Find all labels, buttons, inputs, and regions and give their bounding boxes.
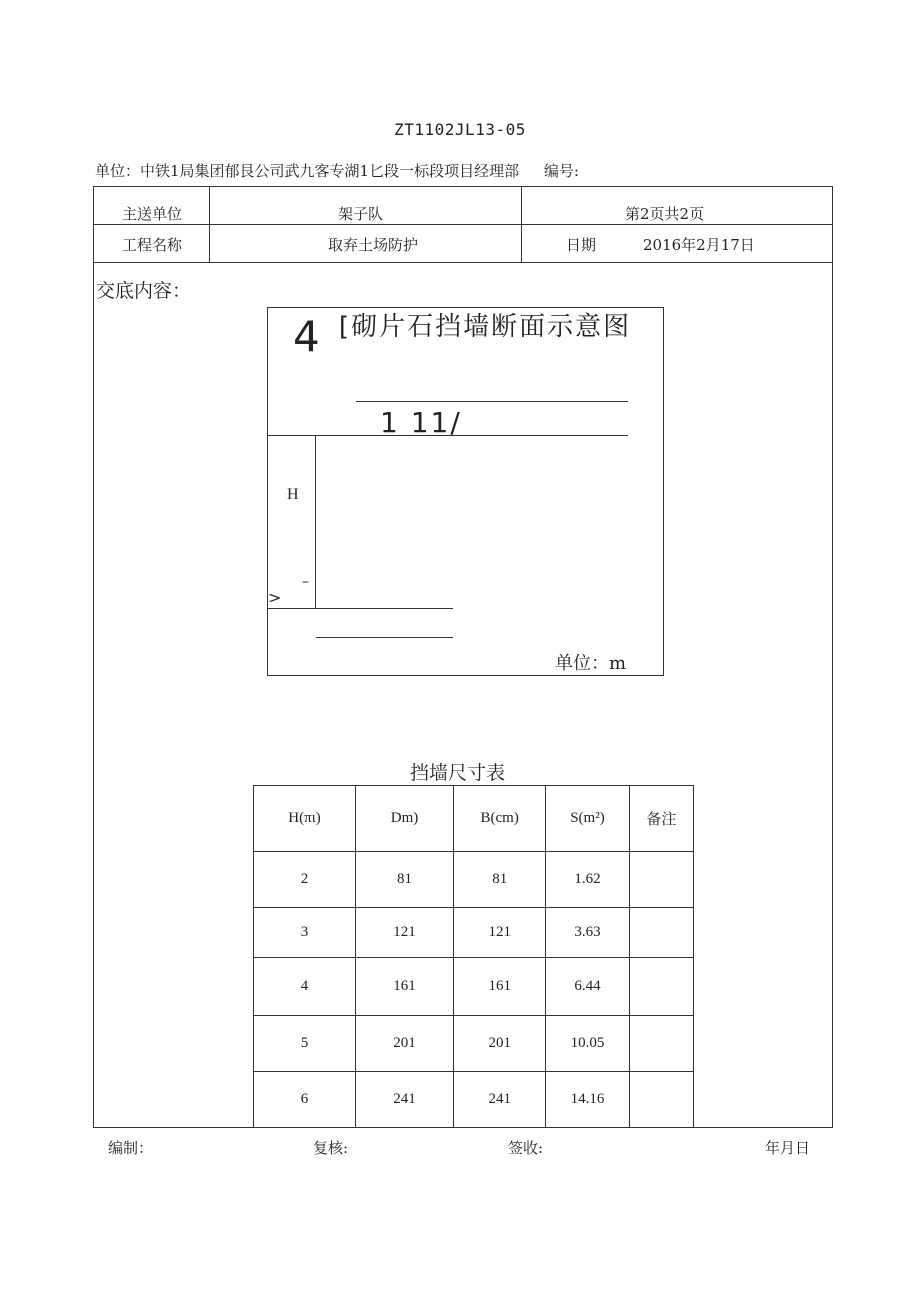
recipient-value: 架子队 xyxy=(338,205,384,223)
diagram-unit: 单位：m xyxy=(555,653,627,674)
table-cell: 6.44 xyxy=(546,958,629,1016)
table-header-cell: Dm) xyxy=(356,786,454,852)
table-row xyxy=(254,958,694,1016)
table-cell: 10.05 xyxy=(546,1016,629,1072)
diagram-wall-line xyxy=(315,435,316,608)
row-divider xyxy=(94,262,832,263)
table-header-cell: B(cm) xyxy=(454,786,546,852)
diagram-line xyxy=(356,401,628,402)
date-label: 日期 xyxy=(566,236,597,254)
received-by-label: 签收: xyxy=(508,1139,544,1157)
footer-date-label: 年月日 xyxy=(765,1139,811,1157)
recipient-label: 主送单位 xyxy=(122,205,183,223)
table-cell: 4 xyxy=(254,958,356,1016)
table-cell: 241 xyxy=(356,1072,454,1128)
prepared-by-label: 编制： xyxy=(108,1139,154,1157)
diagram-top-values: 1 11/ xyxy=(380,406,462,439)
reviewed-by-label: 复核: xyxy=(313,1139,349,1157)
diagram-arrow: > xyxy=(268,588,282,607)
content-label: 交底内容： xyxy=(96,280,192,302)
diagram-number: 4 xyxy=(293,312,320,361)
table-cell: 121 xyxy=(454,908,546,958)
table-cell xyxy=(629,852,693,908)
dimension-table xyxy=(253,785,694,1128)
table-cell xyxy=(629,1016,693,1072)
wall-section-diagram xyxy=(267,307,664,676)
table-cell: 1.62 xyxy=(546,852,629,908)
table-cell: 81 xyxy=(356,852,454,908)
diagram-line xyxy=(268,435,628,436)
table-title: 挡墙尺寸表 xyxy=(410,762,506,784)
table-cell: 121 xyxy=(356,908,454,958)
table-cell xyxy=(629,908,693,958)
diagram-line xyxy=(268,608,453,609)
table-cell: 2 xyxy=(254,852,356,908)
table-header-cell: H(πι) xyxy=(254,786,356,852)
diagram-dash: – xyxy=(302,574,309,590)
row-divider xyxy=(94,224,832,225)
table-cell xyxy=(629,958,693,1016)
diagram-h-label: H xyxy=(287,486,299,503)
table-row xyxy=(254,1072,694,1128)
table-cell: 201 xyxy=(356,1016,454,1072)
table-cell: 241 xyxy=(454,1072,546,1128)
table-cell: 14.16 xyxy=(546,1072,629,1128)
table-cell: 3.63 xyxy=(546,908,629,958)
table-header-row xyxy=(254,786,694,852)
table-cell: 3 xyxy=(254,908,356,958)
table-cell: 6 xyxy=(254,1072,356,1128)
table-cell: 81 xyxy=(454,852,546,908)
document-code: ZT1102JL13-05 xyxy=(394,120,526,139)
table-header-cell: 备注 xyxy=(629,786,693,852)
table-header-cell: S(m²) xyxy=(546,786,629,852)
diagram-title: [砌片石挡墙断面示意图 xyxy=(338,312,632,342)
project-value: 取弃土场防护 xyxy=(328,236,419,254)
date-value: 2016年2月17日 xyxy=(643,236,755,254)
unit-label: 单位：中铁1局集团郁艮公司武九客专湖1匕段一标段项目经理部 xyxy=(95,162,520,180)
col-divider xyxy=(521,187,522,262)
table-row xyxy=(254,1016,694,1072)
page-info: 第2页共2页 xyxy=(625,205,705,223)
table-row xyxy=(254,908,694,958)
project-label: 工程名称 xyxy=(122,236,183,254)
unit-line xyxy=(95,160,579,181)
table-cell: 5 xyxy=(254,1016,356,1072)
table-row xyxy=(254,852,694,908)
table-cell: 161 xyxy=(356,958,454,1016)
table-cell: 161 xyxy=(454,958,546,1016)
col-divider xyxy=(209,187,210,262)
diagram-line xyxy=(316,637,453,638)
number-label: 编号: xyxy=(543,162,579,180)
table-cell xyxy=(629,1072,693,1128)
table-cell: 201 xyxy=(454,1016,546,1072)
